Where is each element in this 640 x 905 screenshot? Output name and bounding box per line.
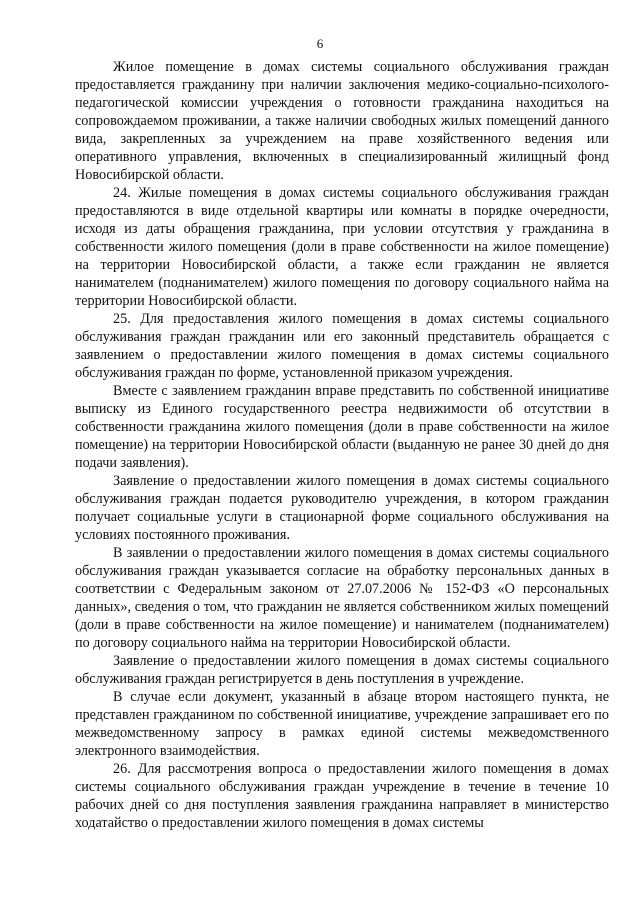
paragraph-application-registration: Заявление о предоставлении жилого помещения в домах системы социального обслуживания граждан регистрируется в день поступления в учреждение. bbox=[75, 653, 609, 687]
document-body bbox=[75, 58, 609, 832]
paragraph-interagency-request: В случае если документ, указанный в абзаце втором настоящего пункта, не представлен гражданином по собственной инициативе, учреждение запрашивает его по межведомственному запросу в рамках единой системы межведомственного электронного взаимодействия. bbox=[75, 689, 609, 759]
page-number: 6 bbox=[316, 36, 324, 51]
paragraph-application-consent: В заявлении о предоставлении жилого помещения в домах системы социального обслуживания граждан указывается согласие на обработку персональных данных в соответствии с Федеральным законом от 27.07.2006 № 152-ФЗ «О персональных данных», сведения о том, что гражданин не является собственником жилых помещений (доли в праве собственности на жилое помещение) и нанимателем (поднанимателем) по договору социального найма на территории Новосибирской области. bbox=[75, 545, 609, 651]
paragraph-item-26: 26. Для рассмотрения вопроса о предоставлении жилого помещения в домах системы социального обслуживания граждан учреждение в течение в течение 10 рабочих дней со дня поступления заявления гражданина направляет в министерство ходатайство о предоставлении жилого помещения в домах системы bbox=[75, 761, 609, 831]
paragraph-item-24: 24. Жилые помещения в домах системы социального обслуживания граждан предоставляются в виде отдельной квартиры или комнаты в порядке очередности, исходя из даты обращения гражданина, при условии отсутствия у гражданина в собственности жилого помещения (доли в праве собственности на жилое помещение) на территории Новосибирской области, а также если гражданин не является нанимателем (поднанимателем) жилого помещения по договору социального найма на территории Новосибирской области. bbox=[75, 185, 609, 309]
paragraph-application-submission: Заявление о предоставлении жилого помещения в домах системы социального обслуживания граждан подается руководителю учреждения, в котором гражданин получает социальные услуги в стационарной форме социального обслуживания на условиях постоянного проживания. bbox=[75, 473, 609, 543]
paragraph-item-25: 25. Для предоставления жилого помещения в домах системы социального обслуживания граждан гражданин или его законный представитель обращается с заявлением о предоставлении жилого помещения в домах системы социального обслуживания граждан по форме, установленной приказом учреждения. bbox=[75, 311, 609, 381]
paragraph-housing-conditions: Жилое помещение в домах системы социального обслуживания граждан предоставляется гражданину при наличии заключения медико-социально-психолого-педагогической комиссии учреждения о готовности гражданина находиться на сопровождаемом проживании, а также наличии свободных жилых помещений данного вида, закрепленных за учреждением на праве хозяйственного ведения или оперативного управления, включенных в специализированный жилищный фонд Новосибирской области. bbox=[75, 59, 609, 183]
paragraph-registry-extract: Вместе с заявлением гражданин вправе представить по собственной инициативе выписку из Единого государственного реестра недвижимости об отсутствии в собственности гражданина жилого помещения (доли в праве собственности на жилое помещение) на территории Новосибирской области (выданную не ранее 30 дней до дня подачи заявления). bbox=[75, 383, 609, 471]
